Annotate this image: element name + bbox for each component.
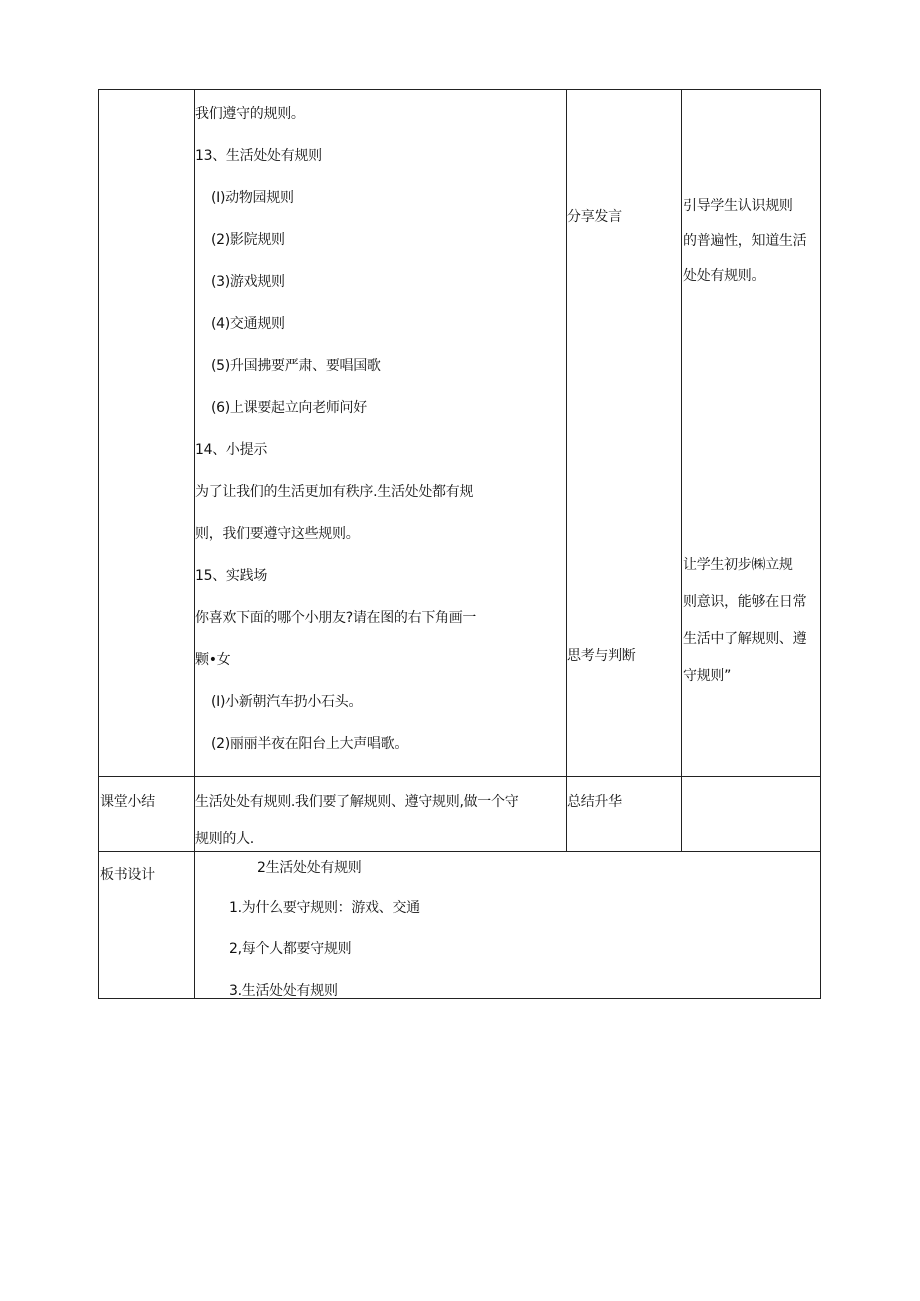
table-left-border xyxy=(98,89,99,999)
intent-line: 则意识，能够在日常 xyxy=(683,594,807,610)
content-line: (I)小新朝汽车扔小石头。 xyxy=(211,694,363,710)
table-right-border xyxy=(820,89,821,999)
content-line: (5)升国拂要严肃、要唱国歌 xyxy=(211,358,381,374)
board-title: 2生活处处有规则 xyxy=(257,860,362,876)
section-heading: 14、小提示 xyxy=(195,442,268,458)
content-line: 则，我们要遵守这些规则。 xyxy=(195,526,360,542)
summary-line: 生活处处有规则.我们要了解规则、遵守规则,做一个守 xyxy=(195,794,519,810)
content-line: (4)交通规则 xyxy=(211,316,285,332)
activity-text: 思考与判断 xyxy=(567,648,636,664)
intent-line: 的普遍性，知道生活 xyxy=(683,233,807,249)
row-divider-summary xyxy=(98,776,821,777)
summary-activity: 总结升华 xyxy=(567,794,622,810)
column-divider-activity xyxy=(566,89,567,852)
table-bottom-border xyxy=(98,998,821,999)
board-item: 2,每个人都要守规则 xyxy=(229,941,352,957)
column-divider-intent xyxy=(681,89,682,852)
content-line: 颗•女 xyxy=(195,652,231,668)
content-line: (6)上课要起立向老师问好 xyxy=(211,400,367,416)
intent-line: 处处有规则。 xyxy=(683,268,766,284)
content-line: 我们遵守的规则。 xyxy=(195,106,305,122)
intent-line: 生活中了解规则、遵 xyxy=(683,631,807,647)
content-line: (2)丽丽半夜在阳台上大声唱歌。 xyxy=(211,736,409,752)
activity-text: 分享发言 xyxy=(567,209,622,225)
board-item: 1.为什么要守规则：游戏、交通 xyxy=(229,900,420,916)
board-item: 3.生活处处有规则 xyxy=(229,983,338,998)
summary-line: 规则的人. xyxy=(195,831,254,847)
intent-line: 守规则” xyxy=(683,668,732,684)
section-heading: 15、实践场 xyxy=(195,568,268,584)
summary-label: 课堂小结 xyxy=(100,794,155,810)
content-line: (I)动物园规则 xyxy=(211,190,294,206)
lesson-plan-table xyxy=(98,89,821,999)
content-line: (2)影院规则 xyxy=(211,232,285,248)
intent-line: 引导学生认识规则 xyxy=(683,198,793,214)
content-line: 你喜欢下面的哪个小朋友?请在图的右下角画一 xyxy=(195,610,477,626)
content-line: 为了让我们的生活更加有秩序.生活处处都有规 xyxy=(195,484,474,500)
board-label: 板书设计 xyxy=(100,867,155,883)
intent-line: 让学生初步㈱立规 xyxy=(683,557,793,573)
section-heading: 13、生活处处有规则 xyxy=(195,148,322,164)
content-cell xyxy=(195,90,565,776)
board-cell xyxy=(195,852,819,998)
content-line: (3)游戏规则 xyxy=(211,274,285,290)
